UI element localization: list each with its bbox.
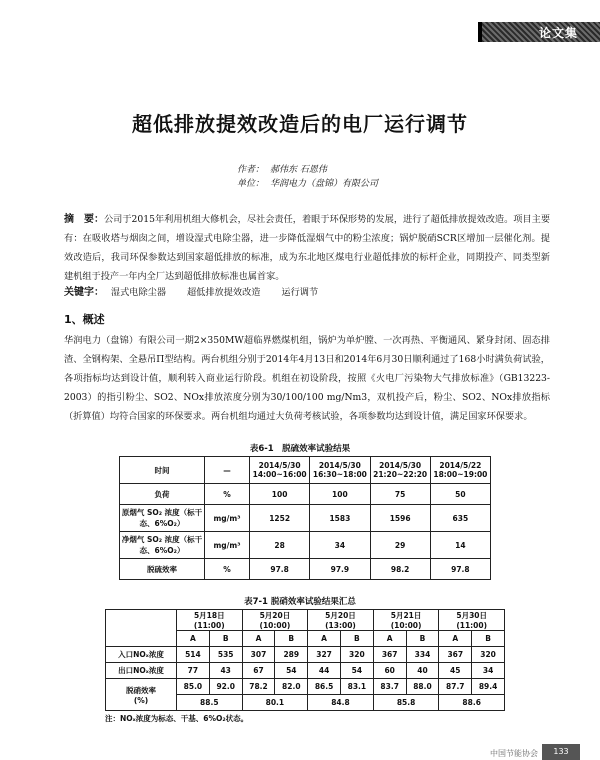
table-row bbox=[120, 532, 491, 559]
table-cell: 635 bbox=[430, 505, 490, 532]
table-cell: B bbox=[340, 631, 373, 647]
table-cell: 2014/5/22 18:00~19:00 bbox=[430, 457, 490, 484]
table-cell: 88.6 bbox=[439, 695, 505, 711]
table2 bbox=[105, 609, 505, 711]
date-label: 5月20日 bbox=[259, 611, 291, 620]
table-cell: 97.8 bbox=[430, 559, 490, 580]
table-cell: 负荷 bbox=[120, 484, 205, 505]
table-cell: 97.9 bbox=[310, 559, 370, 580]
table-cell: A bbox=[373, 631, 406, 647]
table-cell: 80.1 bbox=[242, 695, 308, 711]
table-cell: 83.1 bbox=[340, 679, 373, 695]
keyword-item: 超低排放提效改造 bbox=[186, 287, 261, 298]
table-cell: 84.8 bbox=[308, 695, 374, 711]
table-cell: % bbox=[205, 559, 250, 580]
table1-caption: 表6-1 脱硫效率试验结果 bbox=[249, 444, 351, 454]
table-cell: 54 bbox=[275, 663, 308, 679]
eff-unit: (%) bbox=[133, 695, 149, 705]
table-cell: 14 bbox=[430, 532, 490, 559]
table-cell: 1252 bbox=[250, 505, 310, 532]
table-cell: A bbox=[308, 631, 341, 647]
table-row bbox=[120, 484, 491, 505]
table-cell bbox=[106, 610, 177, 647]
table-cell: 75 bbox=[370, 484, 430, 505]
table-cell: 320 bbox=[340, 647, 373, 663]
table-cell: 89.4 bbox=[472, 679, 505, 695]
table-cell: A bbox=[242, 631, 275, 647]
section-body: 华润电力（盘锦）有限公司一期2×350MW超临界燃煤机组，锅炉为单炉膛、一次再热、平衡通风、紧身封闭、固态排渣、全钢构架、全悬吊Π型结构。两台机组分别于2014年4月13日和2014年6月30日顺利通过了168小时满负荷试验，各项指标均达到设计值，顺利转入商业运行阶段。机组在初设阶段，按照《火电厂污染物大气排放标准》（GB13223-2003）的指引粉尘、SO2、NOx排放浓度分别为30/100/100 mg/Nm3，双机投产后，粉尘、SO2、NOx排放指标（折算值）均符合国家的环保要求。两台机组均通过大负荷考核试验，各项参数均达到设计值，满足国家环保要求。 bbox=[64, 335, 550, 422]
table-cell: B bbox=[275, 631, 308, 647]
table-cell: 85.8 bbox=[373, 695, 439, 711]
keywords bbox=[64, 285, 550, 301]
table-cell: 535 bbox=[209, 647, 242, 663]
table-cell: 29 bbox=[370, 532, 430, 559]
table-cell: 92.0 bbox=[209, 679, 242, 695]
table-cell: 100 bbox=[310, 484, 370, 505]
date-label: 5月30日 bbox=[456, 611, 488, 620]
table-cell: A bbox=[177, 631, 210, 647]
table-cell bbox=[106, 679, 177, 711]
table-cell: — bbox=[205, 457, 250, 484]
section-tag-label: 论文集 bbox=[538, 26, 578, 40]
table-cell: 34 bbox=[310, 532, 370, 559]
table-cell: 367 bbox=[373, 647, 406, 663]
table-cell: 入口NOₓ浓度 bbox=[106, 647, 177, 663]
author-label: 作者： bbox=[236, 165, 264, 175]
table-cell: 脱硫效率 bbox=[120, 559, 205, 580]
table-cell: 50 bbox=[430, 484, 490, 505]
table-cell: 43 bbox=[209, 663, 242, 679]
date-label: 5月18日 bbox=[193, 611, 225, 620]
table-cell bbox=[439, 610, 505, 631]
table-cell: 83.7 bbox=[373, 679, 406, 695]
table-cell: 60 bbox=[373, 663, 406, 679]
table-cell: 327 bbox=[308, 647, 341, 663]
table-cell: 320 bbox=[472, 647, 505, 663]
table-cell: B bbox=[472, 631, 505, 647]
table-cell: 45 bbox=[439, 663, 472, 679]
table-cell: 78.2 bbox=[242, 679, 275, 695]
table-cell: 44 bbox=[308, 663, 341, 679]
table-cell: % bbox=[205, 484, 250, 505]
abstract-label: 摘 要： bbox=[64, 214, 104, 225]
footer-org: 中国节能协会 bbox=[490, 749, 538, 758]
table-cell bbox=[177, 610, 243, 631]
table-cell bbox=[242, 610, 308, 631]
eff-label: 脱硝效率 bbox=[126, 685, 156, 695]
author-names: 郝伟东 石恩伟 bbox=[270, 165, 327, 175]
table-cell: 出口NOₓ浓度 bbox=[106, 663, 177, 679]
keyword-item: 湿式电除尘器 bbox=[110, 287, 167, 298]
table-cell: 97.8 bbox=[250, 559, 310, 580]
unit-name: 华润电力（盘锦）有限公司 bbox=[270, 179, 379, 189]
author-block bbox=[230, 163, 470, 191]
table-cell: B bbox=[406, 631, 439, 647]
table-cell: 时间 bbox=[120, 457, 205, 484]
table-cell: 77 bbox=[177, 663, 210, 679]
table-row bbox=[120, 457, 491, 484]
table-cell: 原烟气 SO₂ 浓度（标干态、6%O₂） bbox=[120, 505, 205, 532]
table2-caption: 表7-1 脱硝效率试验结果汇总 bbox=[244, 597, 356, 607]
table-row bbox=[106, 610, 505, 631]
table-cell: 88.0 bbox=[406, 679, 439, 695]
table-cell: 净烟气 SO₂ 浓度（标干态、6%O₂） bbox=[120, 532, 205, 559]
table-cell: 1583 bbox=[310, 505, 370, 532]
table-cell: A bbox=[439, 631, 472, 647]
table-cell: 367 bbox=[439, 647, 472, 663]
date-label: 5月20日 bbox=[325, 611, 356, 620]
table1 bbox=[119, 456, 491, 580]
table-row bbox=[106, 663, 505, 679]
table-cell: mg/m³ bbox=[205, 532, 250, 559]
section-heading: 1、概述 bbox=[64, 313, 105, 326]
time-label: (11:00) bbox=[193, 621, 225, 630]
table-cell: 289 bbox=[275, 647, 308, 663]
keywords-label: 关键字： bbox=[64, 287, 104, 298]
table-cell: 28 bbox=[250, 532, 310, 559]
time-label: (10:00) bbox=[390, 621, 422, 630]
table-row bbox=[106, 679, 505, 695]
table-note: 注：NOₓ浓度为标态、干基、6%O₂状态。 bbox=[105, 714, 249, 723]
table-cell: 2014/5/30 16:30~18:00 bbox=[310, 457, 370, 484]
table-cell: 334 bbox=[406, 647, 439, 663]
table-cell: 82.0 bbox=[275, 679, 308, 695]
table-row bbox=[120, 505, 491, 532]
table-cell: 86.5 bbox=[308, 679, 341, 695]
keyword-item: 运行调节 bbox=[281, 287, 319, 298]
paper-title: 超低排放提效改造后的电厂运行调节 bbox=[132, 112, 468, 136]
table-cell: 40 bbox=[406, 663, 439, 679]
date-label: 5月21日 bbox=[390, 611, 422, 620]
table-cell: 54 bbox=[340, 663, 373, 679]
table-cell bbox=[308, 610, 374, 631]
table-cell: 98.2 bbox=[370, 559, 430, 580]
table-cell: 100 bbox=[250, 484, 310, 505]
abstract bbox=[64, 210, 550, 286]
abstract-text: 公司于2015年利用机组大修机会，尽社会责任，着眼于环保形势的发展，进行了超低排放提效改造。项目主要有：在吸收塔与烟囱之间，增设湿式电除尘器，进一步降低湿烟气中的粉尘浓度；锅炉脱硝SCR区增加一层催化剂。提效改造后，我司环保参数达到国家超低排放的标准，成为东北地区煤电行业超低排放的标杆企业，同期投产、同类型新建机组于投产一年内全厂达到超低排放标准也属首家。 bbox=[64, 214, 551, 282]
table-cell: 307 bbox=[242, 647, 275, 663]
table-cell: 34 bbox=[472, 663, 505, 679]
table-cell: B bbox=[209, 631, 242, 647]
table-cell: mg/m³ bbox=[205, 505, 250, 532]
table-cell: 67 bbox=[242, 663, 275, 679]
section-tag bbox=[478, 22, 600, 42]
table-cell bbox=[373, 610, 439, 631]
unit-label: 单位： bbox=[236, 179, 264, 189]
table-cell: 88.5 bbox=[177, 695, 243, 711]
page-number: 133 bbox=[542, 744, 580, 760]
table-cell: 2014/5/30 21:20~22:20 bbox=[370, 457, 430, 484]
table-cell: 514 bbox=[177, 647, 210, 663]
table-row bbox=[106, 647, 505, 663]
table-cell: 85.0 bbox=[177, 679, 210, 695]
time-label: (13:00) bbox=[325, 621, 356, 630]
time-label: (11:00) bbox=[456, 621, 488, 630]
table-cell: 87.7 bbox=[439, 679, 472, 695]
time-label: (10:00) bbox=[259, 621, 291, 630]
table-cell: 1596 bbox=[370, 505, 430, 532]
table-cell: 2014/5/30 14:00~16:00 bbox=[250, 457, 310, 484]
table-row bbox=[120, 559, 491, 580]
